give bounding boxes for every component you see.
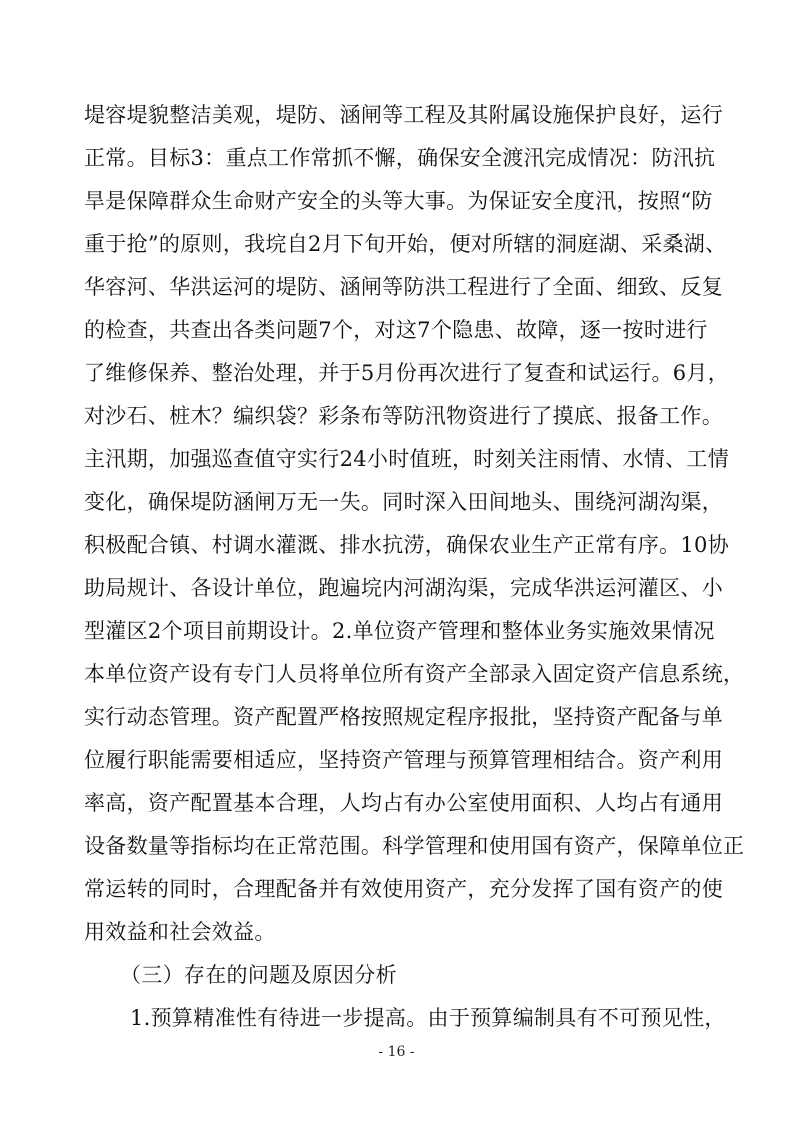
paragraph-line: 旱是保障群众生命财产安全的头等大事。为保证安全度汛，按照“防 [84,189,713,213]
paragraph-line: 本单位资产设有专门人员将单位所有资产全部录入固定资产信息系统， [84,662,745,686]
paragraph-line: 对沙石、桩木？编织袋？彩条布等防汛物资进行了摸底、报备工作。 [84,404,723,428]
paragraph-line: 的检查，共查出各类问题7个，对这7个隐患、故障，逐一按时进行 [84,318,708,342]
paragraph-line: 助局规计、各设计单位，跑遍垸内河湖沟渠，完成华洪运河灌区、小 [84,576,723,600]
paragraph-line: 华容河、华洪运河的堤防、涵闸等防洪工程进行了全面、细致、反复 [84,275,723,299]
section-heading: （三）存在的问题及原因分析 [120,963,397,987]
paragraph-line: 型灌区2个项目前期设计。2.单位资产管理和整体业务实施效果情况 [84,619,715,643]
paragraph-line: 堤容堤貌整洁美观，堤防、涵闸等工程及其附属设施保护良好，运行 [84,103,723,127]
paragraph-line: 1.预算精准性有待进一步提高。由于预算编制具有不可预见性， [130,1006,726,1030]
paragraph-line: 设备数量等指标均在正常范围。科学管理和使用国有资产，保障单位正 [84,834,745,858]
page-number: - 16 - [378,1044,415,1060]
paragraph-line: 变化，确保堤防涵闸万无一失。同时深入田间地头、围绕河湖沟渠， [84,490,723,514]
paragraph-line: 实行动态管理。资产配置严格按照规定程序报批，坚持资产配备与单 [84,705,723,729]
paragraph-line: 正常。目标3：重点工作常抓不懈，确保安全渡汛完成情况：防汛抗 [84,146,716,170]
paragraph-line: 用效益和社会效益。 [84,920,276,944]
paragraph-line: 常运转的同时，合理配备并有效使用资产，充分发挥了国有资产的使 [84,877,723,901]
paragraph-line: 了维修保养、整治处理，并于5月份再次进行了复查和试运行。6月， [84,361,730,385]
paragraph-line: 率高，资产配置基本合理，人均占有办公室使用面积、人均占有通用 [84,791,723,815]
paragraph-line: 积极配合镇、村调水灌溉、排水抗涝，确保农业生产正常有序。10协 [84,533,730,557]
paragraph-line: 重于抢”的原则，我垸自2月下旬开始，便对所辖的洞庭湖、采桑湖、 [84,232,727,256]
paragraph-line: 位履行职能需要相适应，坚持资产管理与预算管理相结合。资产利用 [84,748,723,772]
paragraph-line: 主汛期，加强巡查值守实行24小时值班，时刻关注雨情、水情、工情 [84,447,730,471]
